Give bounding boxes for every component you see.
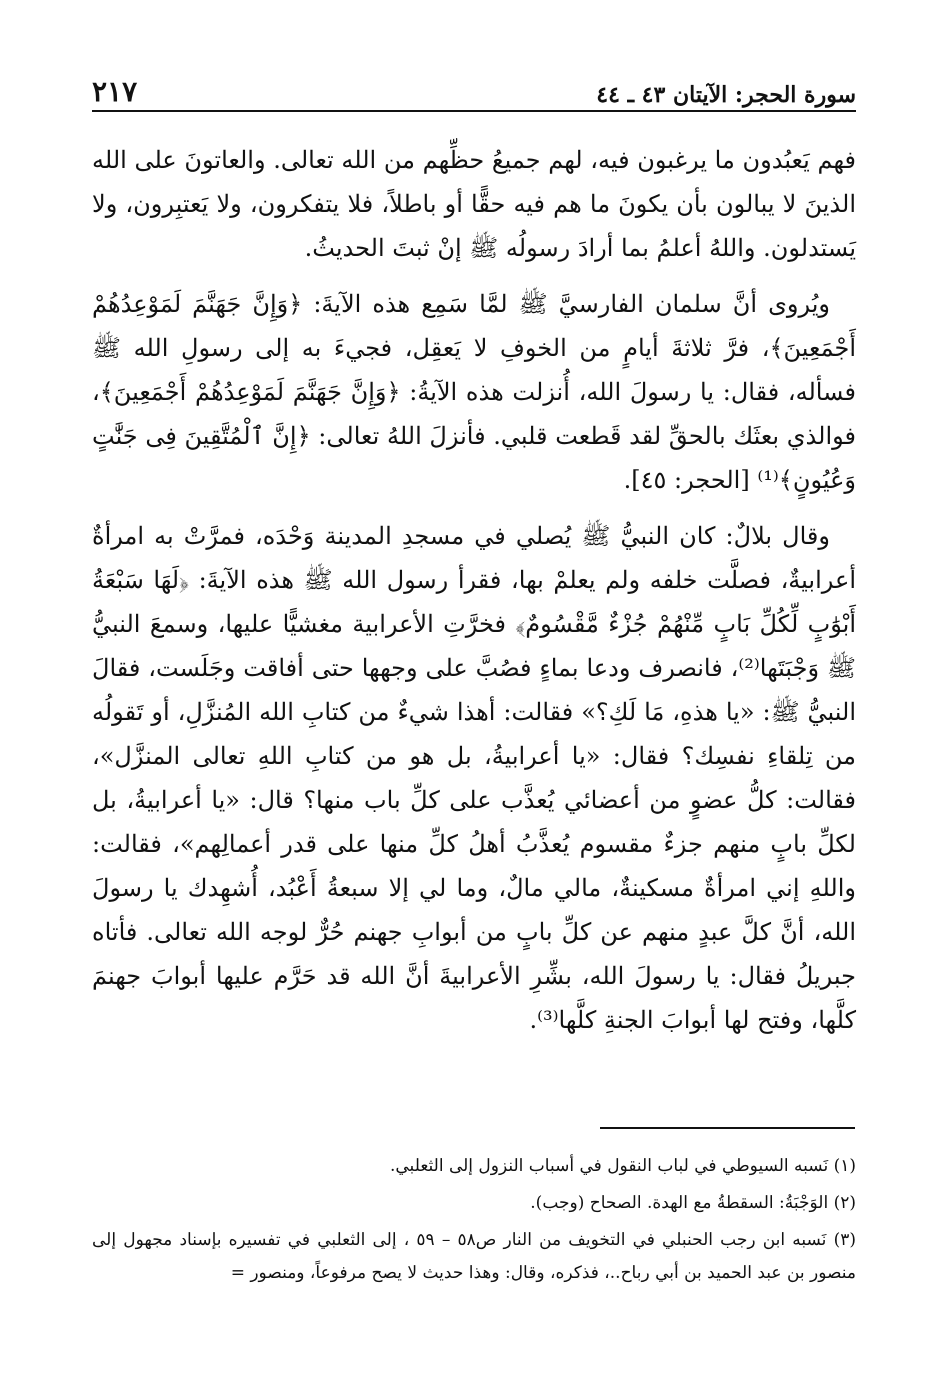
footnote-3: (٣) نَسبه ابن رجب الحنبلي في التخويف من النار ص٥٨ – ٥٩ ، إلى الثعلبي في تفسيره بإسناد مجهول إلى منصور بن عبد الحميد بن أبي رباح..، فذكره، وقال: وهذا حديث لا يصح مرفوعاً، ومنصور =	[92, 1230, 856, 1283]
paragraph-1: فهم يَعبُدون ما يرغبون فيه، لهم جميعُ حظِّهم من الله تعالى. والعاتونَ على الله الذينَ لا يبالون بأن يكونَ ما هم فيه حقًّا أو باطلاً، فلا يتفكرون، ولا يَعتبِرون، ولا يَستدلون. واللهُ أعلمُ بما أرادَ رسولُه ﷺ إنْ ثبتَ الحديثُ.	[92, 146, 856, 262]
page-header	[92, 70, 856, 112]
footnote-2: (٢) الوَجْبَةُ: السقطةُ مع الهدة. الصحاح (وجب).	[530, 1193, 856, 1213]
footnote-1: (١) نَسبه السيوطي في لباب النقول في أسباب النزول إلى الثعلبي.	[389, 1156, 856, 1176]
footnotes	[92, 1150, 856, 1294]
page-number: ٢١٧	[92, 75, 138, 108]
footnote-divider	[600, 1127, 855, 1129]
main-text	[92, 138, 856, 1054]
running-title: سورة الحجر: الآيتان ٤٣ ـ ٤٤	[596, 82, 856, 108]
paragraph-2: ويُروى أنَّ سلمان الفارسيَّ ﷺ لمَّا سَمِع هذه الآيةَ: ﴿وَإِنَّ جَهَنَّمَ لَمَوْعِدُهُمْ أَجْمَعِينَ﴾، فرَّ ثلاثةَ أيامٍ من الخوفِ لا يَعقِل، فجيءَ به إلى رسولِ الله ﷺ فسأله، فقال: يا رسولَ الله، أُنزلت هذه الآيةُ: ﴿وَإِنَّ جَهَنَّمَ لَمَوْعِدُهُمْ أَجْمَعِينَ﴾، فوالذي بعثَك بالحقِّ لقد قَطعت قلبي. فأنزلَ اللهُ تعالى: ﴿إِنَّ ٱلْمُتَّقِينَ فِى جَنَّٰتٍ وَعُيُونٍ﴾⁽¹⁾ [الحجر: ٤٥].	[92, 290, 856, 494]
paragraph-3: وقال بلالٌ: كان النبيُّ ﷺ يُصلي في مسجدِ المدينة وَحْدَه، فمرَّتْ به امرأةٌ أعرابيةٌ، فصلَّت خلفه ولم يعلمْ بها، فقرأ رسول الله ﷺ هذه الآيةَ: ﴿لَهَا سَبْعَةُ أَبْوَٰبٍ لِّكُلِّ بَابٍ مِّنْهُمْ جُزْءٌ مَّقْسُومٌ﴾ فخرَّتِ الأعرابية مغشيًّا عليها، وسمعَ النبيُّ ﷺ وَجْبَتَها⁽²⁾، فانصرف ودعا بماءٍ فصُبَّ على وجهها حتى أفاقت وجَلَست، فقالَ النبيُّ ﷺ: «يا هذهِ، مَا لَكِ؟» فقالت: أهذا شيءٌ من كتابِ الله المُنزَّلِ، أو تَقولُه من تِلقاءِ نفسِك؟ فقال: «يا أعرابيةُ، بل هو من كتابِ اللهِ تعالى المنزَّل»، فقالت: كلُّ عضوٍ من أعضائي يُعذَّب على كلِّ باب منها؟ قال: «يا أعرابيةُ، بل لكلِّ بابٍ منهم جزءٌ مقسوم يُعذَّبُ أهلُ كلِّ منها على قدر أعمالِهم»، فقالت: واللهِ إني امرأةٌ مسكينةٌ، مالي مالٌ، وما لي إلا سبعةُ أَعْبُد، أُشهِدك يا رسولَ الله، أنَّ كلَّ عبدٍ منهم عن كلِّ بابٍ من أبوابِ جهنم حُرٌّ لوجه الله تعالى. فأتاه جبريلُ فقال: يا رسولَ الله، بشِّرِ الأعرابيةَ أنَّ الله قد حَرَّم عليها أبوابَ جهنمَ كلَّها، وفتح لها أبوابَ الجنةِ كلَّها⁽³⁾.	[92, 522, 856, 1034]
